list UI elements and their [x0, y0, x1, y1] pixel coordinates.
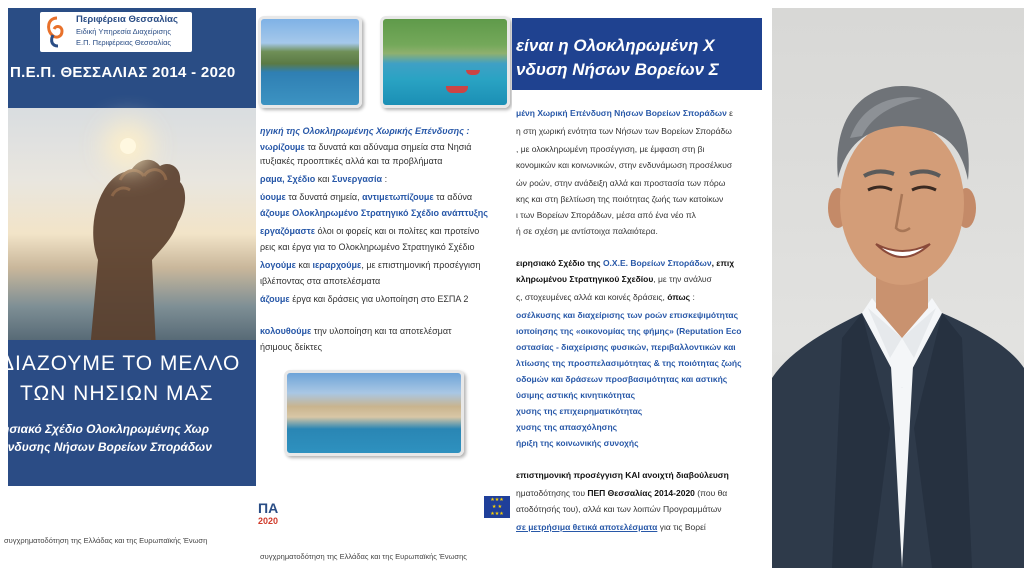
- bullet-item: χυσης της απασχόλησης: [516, 422, 618, 432]
- eu-stars-icon: ★★★ ★ ★ ★★★: [490, 497, 504, 517]
- cover-subtitle-line1: ησιακό Σχέδιο Ολοκληρωμένης Χωρ: [2, 422, 209, 436]
- text-page-title-line2: νδυση Νήσων Βορείων Σ: [516, 60, 719, 79]
- text-line: ι των Βορείων Σποράδων, μέσα από ένα νέο πλ: [516, 210, 696, 220]
- text-key-1: νωρίζουμε: [260, 142, 305, 152]
- brochure-cover-panel: [0, 0, 256, 576]
- text-line: και: [295, 260, 313, 270]
- brochure-text-panel: [512, 0, 762, 576]
- text-line: ρεις και έργα για το Ολοκληρωμένο Στρατηγικό Σχέδιο: [260, 242, 475, 252]
- text-key: επιστημονική προσέγγιση ΚΑΙ ανοιχτή διαβούλευση: [516, 470, 729, 480]
- portrait-panel: [768, 0, 1024, 576]
- text-key: , επιχ: [711, 258, 735, 268]
- bullet-item: ήριξη της κοινωνικής συνοχής: [516, 438, 639, 448]
- text-line: την υλοποίηση και τα αποτελέσματ: [311, 326, 452, 336]
- text-line: , με επιστημονική προσέγγιση: [361, 260, 481, 270]
- logo-subtitle: Ειδική Υπηρεσία Διαχείρισης: [76, 27, 171, 36]
- text-key: κληρωμένου Στρατηγικού Σχεδίου: [516, 274, 654, 284]
- logo-title: Περιφέρεια Θεσσαλίας: [76, 14, 178, 25]
- inside-footer-text: συγχρηματοδότηση της Ελλάδας και της Ευρωπαϊκής Ένωσης: [260, 552, 467, 561]
- espa-logo-year: 2020: [258, 516, 279, 526]
- text-line: :: [382, 174, 388, 184]
- text-key: όπως: [667, 292, 691, 302]
- text-line: κονομικών και κοινωνικών, στην ενδυνάμωση προσέλκυσ: [516, 160, 733, 170]
- bullet-item: ιοποίησης της «οικονομίας της φήμης» (Reputation Eco: [516, 326, 742, 336]
- text-key: μένη Χωρική Επένδυση Νήσων Βορείων Σποράδων: [516, 108, 727, 118]
- text-line: (που θα: [694, 488, 728, 498]
- text-key: σε μετρήσιμα θετικά αποτελέσματα: [516, 522, 658, 532]
- bullet-item: οσέλκυσης και διαχείρισης των ροών επισκεψιμότητας: [516, 310, 739, 320]
- cover-subtitle-line2: ένδυσης Νήσων Βορείων Σποράδων: [2, 440, 212, 454]
- text-line: η στη χωρική ενότητα των Νήσων των Βορείων Σποράδω: [516, 126, 732, 136]
- harbor-boats-photo: [380, 16, 510, 108]
- text-key-8: λογούμε: [260, 260, 296, 270]
- text-key-11: κολουθούμε: [260, 326, 312, 336]
- strategy-heading: ηγική της Ολοκληρωμένης Χωρικής Επένδυσης :: [260, 126, 470, 136]
- text-key-9: ιεραρχούμε: [312, 260, 362, 270]
- waterfront-town-photo: [284, 370, 464, 456]
- text-key-6: άζουμε Ολοκληρωμένο Στρατηγικό Σχέδιο ανάπτυξης: [260, 208, 488, 218]
- text-line: , με ολοκληρωμένη προσέγγιση, με έμφαση στη βι: [516, 144, 705, 154]
- text-line: ή σε σχέση με αντίστοιχα παλαιότερα.: [516, 226, 658, 236]
- text-line: , με την ανάλυσ: [653, 274, 712, 284]
- text-key-10: άζουμε: [260, 294, 290, 304]
- boat-shape: [446, 86, 468, 93]
- logo-subtitle-2: Ε.Π. Περιφέρειας Θεσσαλίας: [76, 38, 172, 47]
- text-line: και: [315, 174, 332, 184]
- bullet-item: οδομών και δράσεων προσβασιμότητας και αστικής: [516, 374, 728, 384]
- text-line: τα δυνατά σημεία,: [285, 192, 363, 202]
- cover-slogan-line1: ΔΙΑΖΟΥΜΕ ΤΟ ΜΕΛΛΟ: [0, 352, 241, 375]
- text-key: ΠΕΠ Θεσσαλίας 2014-2020: [587, 488, 695, 498]
- brochure-inside-panel: [256, 0, 512, 576]
- text-line: για τις Βορεί: [657, 522, 706, 532]
- text-line: ς, στοχευμένες αλλά και κοινές δράσεις,: [516, 292, 668, 302]
- sunlight-glow: [120, 138, 136, 154]
- island-town-photo: [258, 16, 362, 108]
- bullet-item: λτίωσης της προσπελασιμότητας & της ποιότητας ζωής: [516, 358, 742, 368]
- text-key-4: ύουμε: [260, 192, 286, 202]
- text-line: ατοδότησής του), αλλά και των λοιπών Προγραμμάτων: [516, 504, 722, 514]
- text-key: ειρησιακό Σχέδιο της: [516, 258, 603, 268]
- bullet-item: οστασίας - διαχείρισης φυσικών, περιβαλλοντικών και: [516, 342, 736, 352]
- region-logo-icon: [44, 15, 70, 49]
- text-key-2: ραμα, Σχέδιο: [260, 174, 316, 184]
- text-line: ηματοδότησης του: [516, 488, 588, 498]
- text-line: ιβλέποντας στα αποτελέσματα: [260, 276, 381, 286]
- text-line: όλοι οι φορείς και οι πολίτες και προτείνο: [315, 226, 480, 236]
- text-key-3: Συνεργασία: [331, 174, 383, 184]
- text-line: τα δυνατά και αδύναμα σημεία στα Νησιά: [304, 142, 472, 152]
- man-portrait-image: [772, 8, 1024, 568]
- text-line: ών ροών, στην ανάδειξη αλλά και προστασία των πόρω: [516, 178, 726, 188]
- espa-logo-text: ΠΑ: [258, 500, 279, 516]
- text-line: ε: [726, 108, 733, 118]
- text-line: ήσιμους δείκτες: [260, 342, 322, 352]
- text-line: :: [690, 292, 695, 302]
- text-key-5: αντιμετωπίζουμε: [362, 192, 434, 202]
- text-key: Ο.Χ.Ε. Βορείων Σποράδων: [602, 258, 712, 268]
- program-title: Π.Ε.Π. ΘΕΣΣΑΛΙΑΣ 2014 - 2020: [10, 64, 236, 81]
- text-line: τα αδύνα: [433, 192, 473, 202]
- bullet-item: ύσιμης αστικής κινητικότητας: [516, 390, 635, 400]
- text-page-title-line1: είναι η Ολοκληρωμένη Χ: [516, 36, 715, 55]
- text-line: κης και στη βελτίωση της ποιότητας ζωής των κατοίκων: [516, 194, 724, 204]
- cover-slogan-line2: ΤΩΝ ΝΗΣΙΩΝ ΜΑΣ: [20, 382, 214, 405]
- cover-footer-text: συγχρηματοδότηση της Ελλάδας και της Ευρωπαϊκής Ένωση: [4, 536, 208, 545]
- text-line: έργα και δράσεις για υλοποίηση στο ΕΣΠΑ 2: [289, 294, 469, 304]
- text-line: ιτυξιακές προοπτικές αλλά και τα προβλήματα: [260, 156, 443, 166]
- bullet-item: χυσης της επιχειρηματικότητας: [516, 406, 643, 416]
- text-key-7: εργαζόμαστε: [260, 226, 315, 236]
